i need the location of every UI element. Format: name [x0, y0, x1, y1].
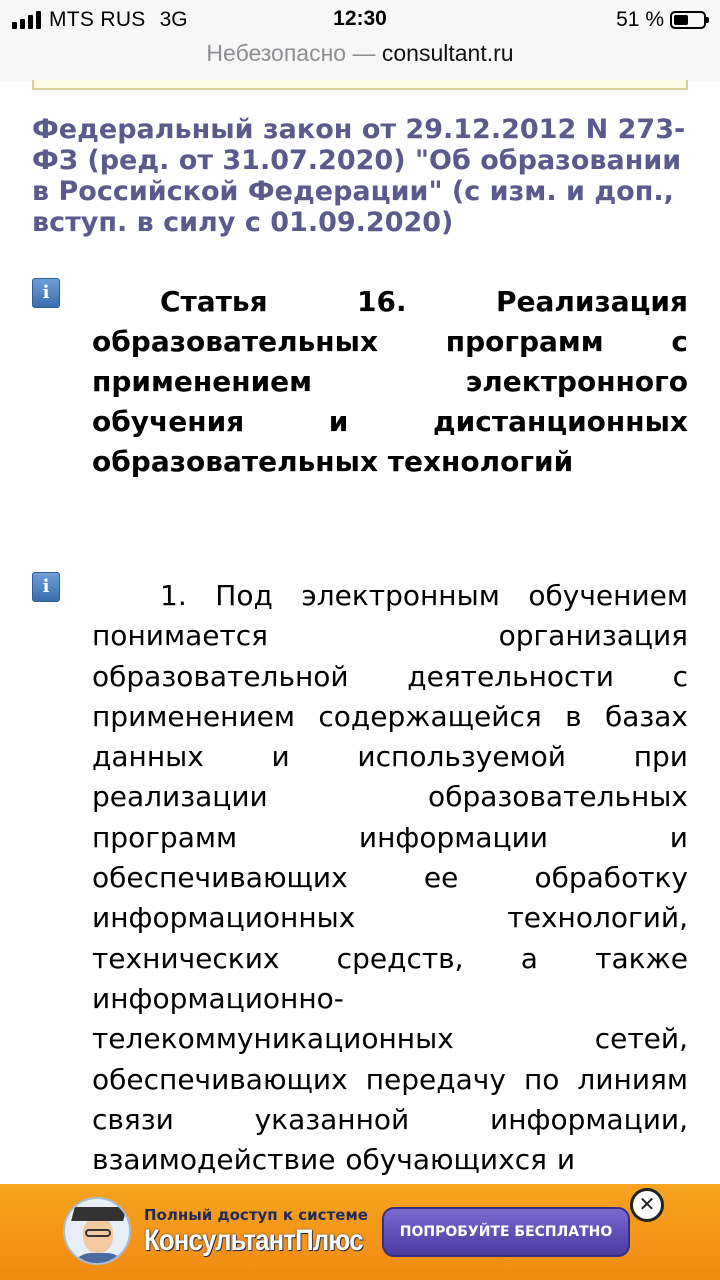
address-bar[interactable] — [0, 36, 720, 82]
top-notice-box — [32, 80, 688, 90]
info-icon[interactable]: i — [32, 572, 60, 602]
article-paragraph-1: 1. Под электронным обучением понимается организация образовательной деятельности с применением содержащейся в базах данных и используемой при реализации образовательных программ информации и обеспечивающих ее обработку информационных технологий, технических средств, а также информационно-телекоммуникационных сетей, обеспечивающих передачу по линиям связи указанной информации, взаимодействие обучающихся и — [92, 579, 688, 1177]
status-bar-right — [616, 8, 706, 32]
battery-level-fill — [674, 15, 688, 25]
try-free-button[interactable]: ПОПРОБУЙТЕ БЕСПЛАТНО — [382, 1207, 630, 1257]
professor-avatar-icon — [63, 1197, 131, 1265]
carrier-name: MTS RUS — [49, 8, 146, 31]
info-icon[interactable]: i — [32, 278, 60, 308]
battery-percent: 51 % — [616, 8, 664, 31]
banner-tagline: Полный доступ к системе — [144, 1206, 368, 1224]
insecure-label: Небезопасно — — [206, 40, 376, 66]
close-banner-icon[interactable]: ✕ — [630, 1188, 664, 1222]
promo-banner[interactable] — [0, 1184, 720, 1280]
network-type: 3G — [159, 8, 188, 31]
status-bar — [0, 0, 720, 40]
status-time: 12:30 — [333, 7, 387, 30]
document-title[interactable]: Федеральный закон от 29.12.2012 N 273-ФЗ (ред. от 31.07.2020) "Об образовании в Российской Федерации" (с изм. и доп., вступ. в силу с 01.09.2020) — [32, 114, 686, 238]
article-heading: Статья 16. Реализация образовательных программ с применением электронного обучения и дистанционных образовательных технологий — [92, 285, 688, 478]
url-domain: consultant.ru — [381, 40, 514, 66]
battery-icon — [670, 11, 706, 29]
banner-brand-logo: КонсультантПлюс — [144, 1224, 363, 1257]
